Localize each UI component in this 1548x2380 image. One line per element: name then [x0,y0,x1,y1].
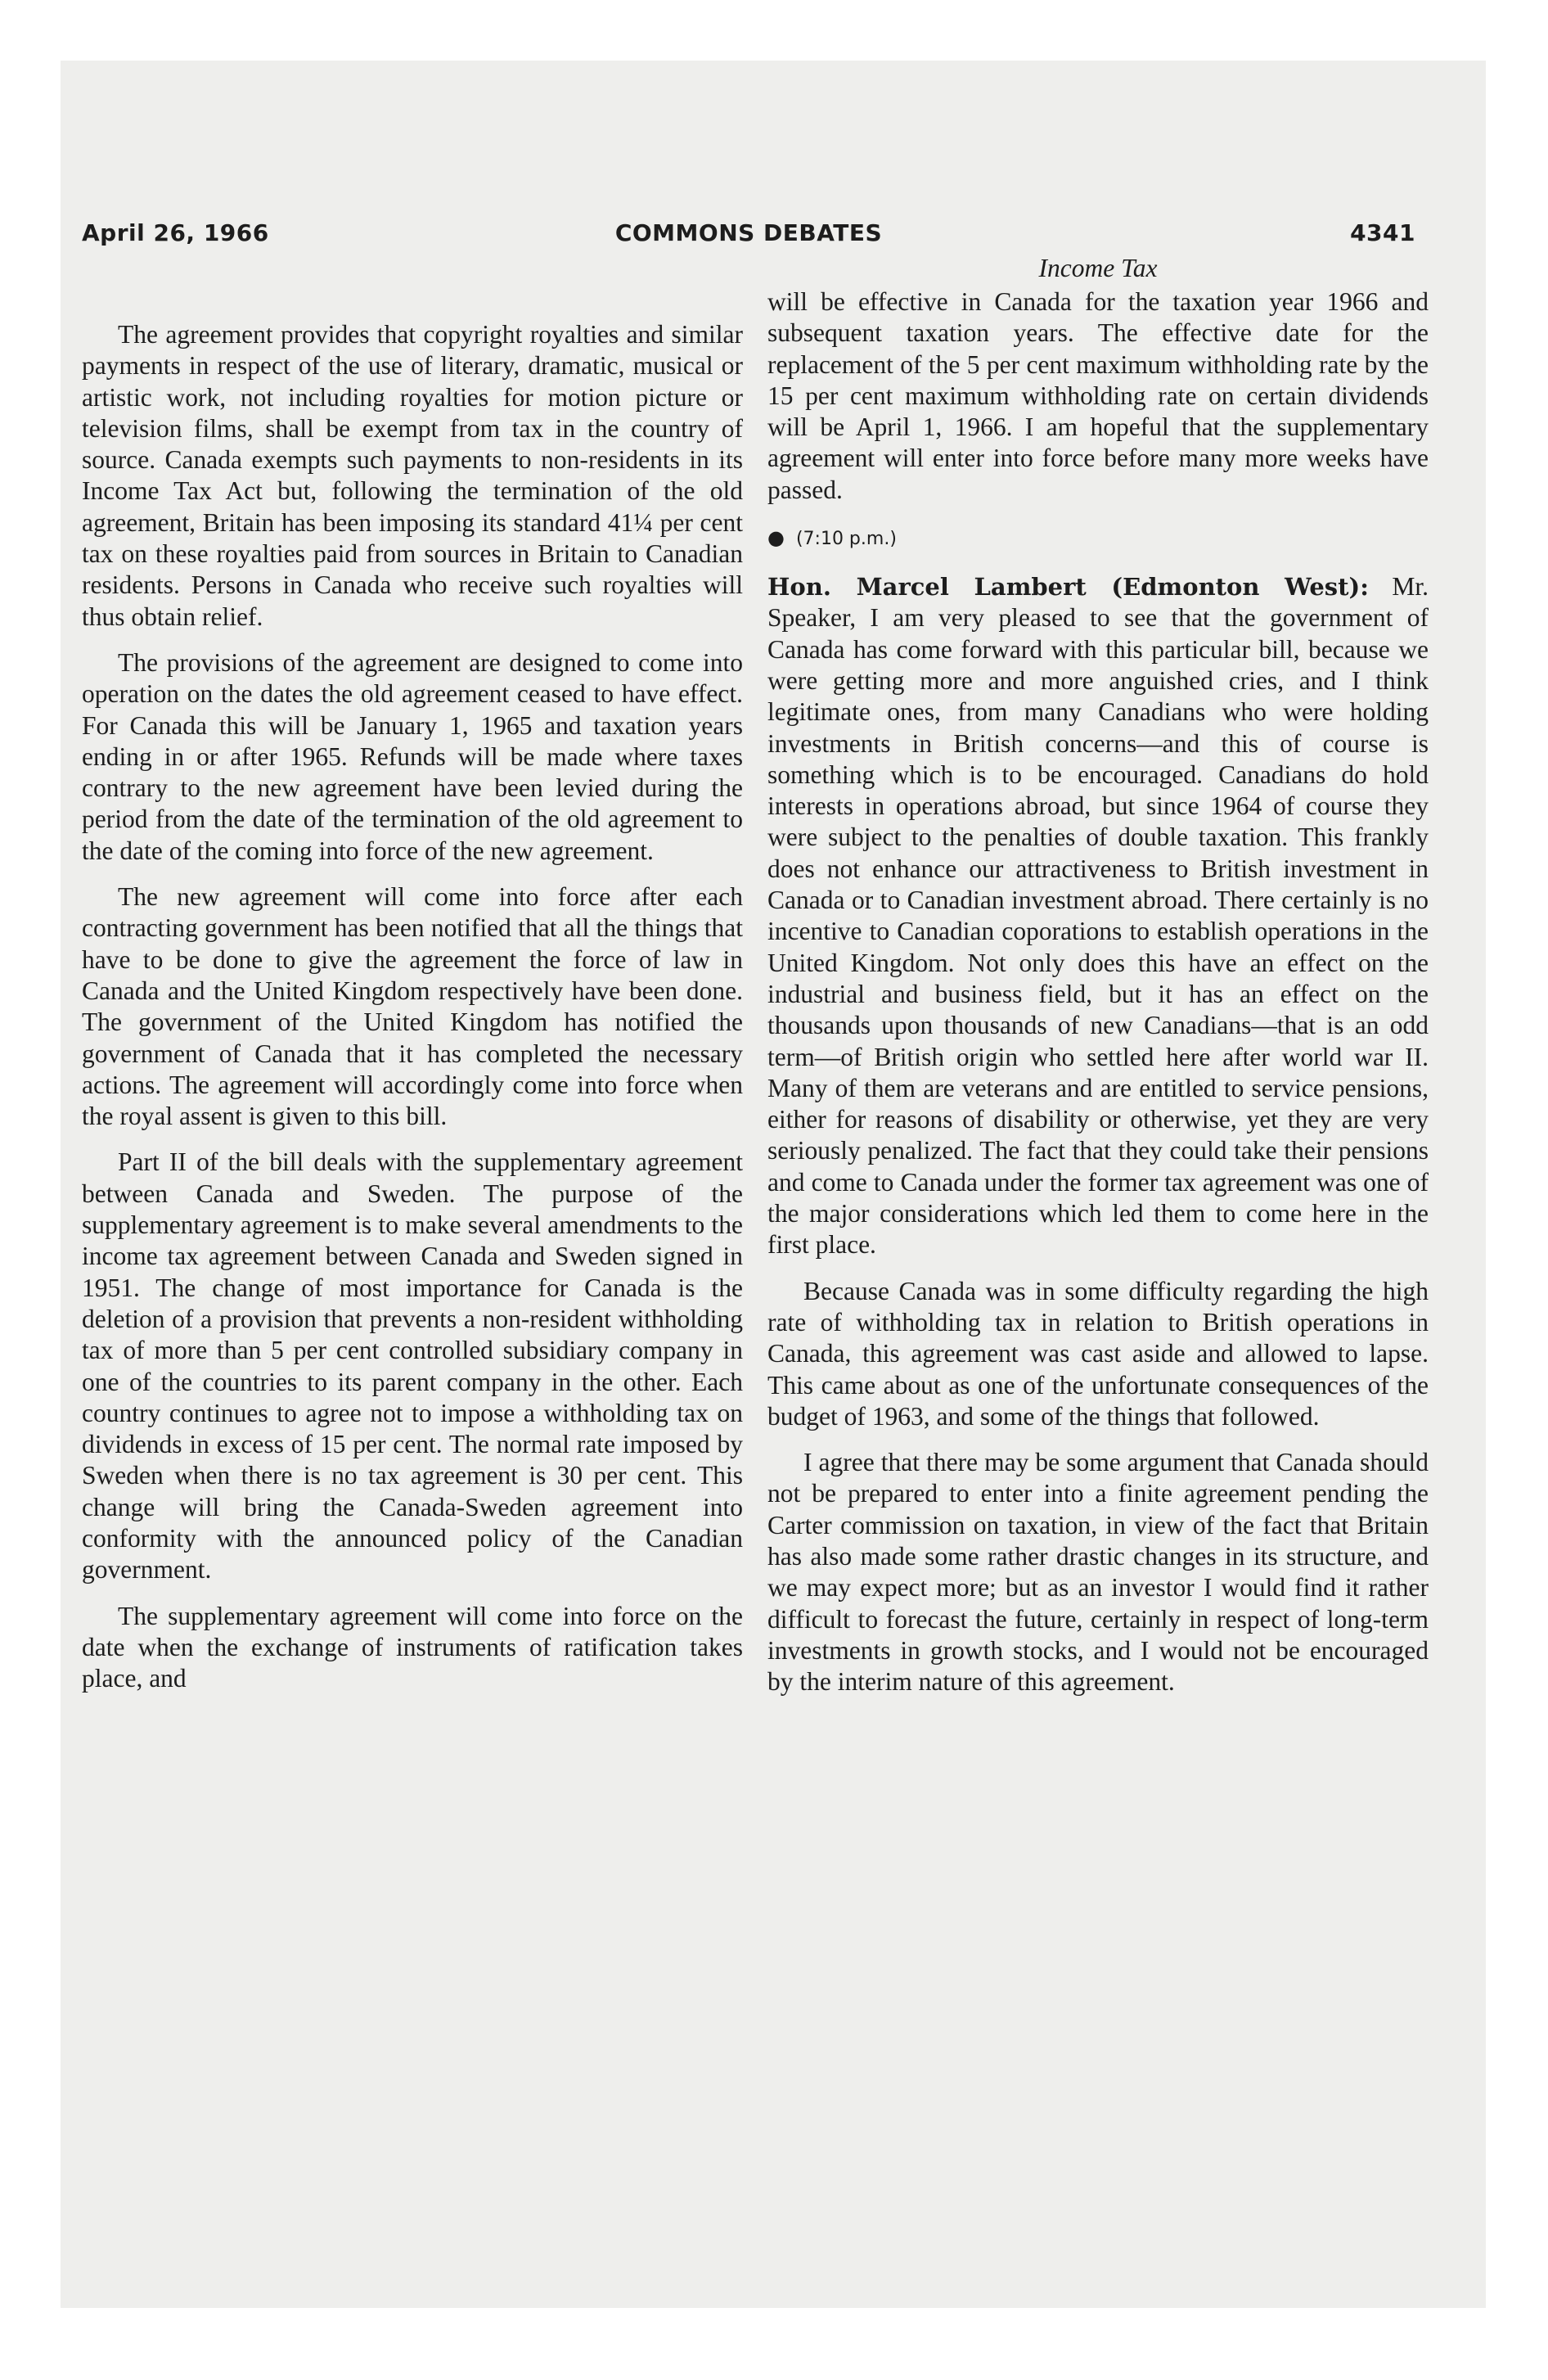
paragraph: The agreement provides that copyright royalties and similar payments in respect of the use of literary, dramatic, musical or artistic work, not including royalties for motion picture or television films, shall be exempt from tax in the country of source. Canada exempts such payments to non-residents in its Income Tax Act but, following the termination of the old agreement, Britain has been imposing its standard 41¼ per cent tax on these royalties paid from sources in Britain to Canadian residents. Persons in Canada who receive such royalties will thus obtain relief. [82,320,743,631]
timestamp [767,525,1429,552]
paragraph: The provisions of the agreement are designed to come into operation on the dates the old agreement ceased to have effect. For Canada this will be January 1, 1965 and taxation years ending in or after 1965. Refunds will be made where taxes contrary to the new agreement have been levied during the period from the date of the termination of the old agreement to the date of the coming into force of the new agreement. [82,647,743,865]
speech-text: Mr. Speaker, I am very pleased to see that the government of Canada has come forward with this particular bill, because we were getting more and more anguished cries, and I think legitimate ones, from many Canadians who were holding investments in British concerns—and this of course is something which is to be encouraged. Canadians do hold interests in operations abroad, but since 1964 of course they were subject to the penalties of double taxation. This frankly does not enhance our attractiveness to British investment in Canada or to Canadian investment abroad. There certainly is no incentive to Canadian coporations to establish operations in the United Kingdom. Not only does this have an effect on the industrial and business field, but it has an effect on the thousands upon thousands of new Canadians—that is an odd term—of British origin who settled here after world war II. Many of them are veterans and are entitled to service pensions, either for reasons of disability or otherwise, yet they are very seriously penalized. The fact that they could take their pensions and come to Canada under the former tax agreement was one of the major considerations which led them to come here in the first place. [767,572,1429,1260]
paragraph: The new agreement will come into force after each contracting government has been notified that all the things that have to be done to give the agreement the force of law in Canada and the United Kingdom respectively have been done. The government of the United Kingdom has notified the government of Canada that it has completed the necessary actions. The agreement will accordingly come into force when the royal assent is given to this bill. [82,882,743,1131]
paragraph: I agree that there may be some argument that Canada should not be prepared to enter into a finite agreement pending the Carter commission on taxation, in view of the fact that Britain has also made some rather drastic changes in its structure, and we may expect more; but as an investor I would find it rather difficult to forecast the future, certainly in respect of long-term investments in growth stocks, and I would not be encouraged by the interim nature of this agreement. [767,1448,1429,1697]
paragraph: Because Canada was in some difficulty regarding the high rate of withholding tax in relation to British operations in Canada, this agreement was cast aside and allowed to lapse. This came about as one of the unfortunate consequences of the budget of 1963, and some of the things that followed. [767,1276,1429,1431]
section-heading: Income Tax [1038,254,1158,282]
document-page [82,219,1429,1697]
left-column [82,319,743,1694]
header-title: COMMONS DEBATES [614,219,883,246]
speech-paragraph [767,571,1429,1261]
timestamp-text: (7:10 p.m.) [795,529,897,550]
right-column [767,252,1429,1697]
paragraph-continuation: will be effective in Canada for the taxation year 1966 and subsequent taxation years. The effective date for the replacement of the 5 per cent maximum withholding rate by the 15 per cent maximum withholding rate on certain dividends will be April 1, 1966. I am hopeful that the supplementary agreement will enter into force before many more weeks have passed. [767,287,1429,504]
bullet-icon: ● [767,526,785,550]
paragraph: Part II of the bill deals with the supplementary agreement between Canada and Sweden. The purpose of the supplementary agreement is to make several amendments to the income tax agreement between Canada and Sweden signed in 1951. The change of most importance for Canada is the deletion of a provision that prevents a non-resident withholding tax of more than 5 per cent controlled subsidiary company in one of the countries to its parent company in the other. Each country continues to agree not to impose a withholding tax on dividends in excess of 15 per cent. The normal rate imposed by Sweden when there is no tax agreement is 30 per cent. This change will bring the Canada-Sweden agreement into conformity with the announced policy of the Canadian government. [82,1147,743,1584]
paragraph: The supplementary agreement will come into force on the date when the exchange of instruments of ratification takes place, and [82,1601,743,1693]
speaker-name: Hon. Marcel Lambert (Edmonton West): [767,573,1369,602]
header-date: April 26, 1966 [82,219,269,246]
running-header [82,219,1415,252]
header-page-number: 4341 [1350,219,1415,246]
